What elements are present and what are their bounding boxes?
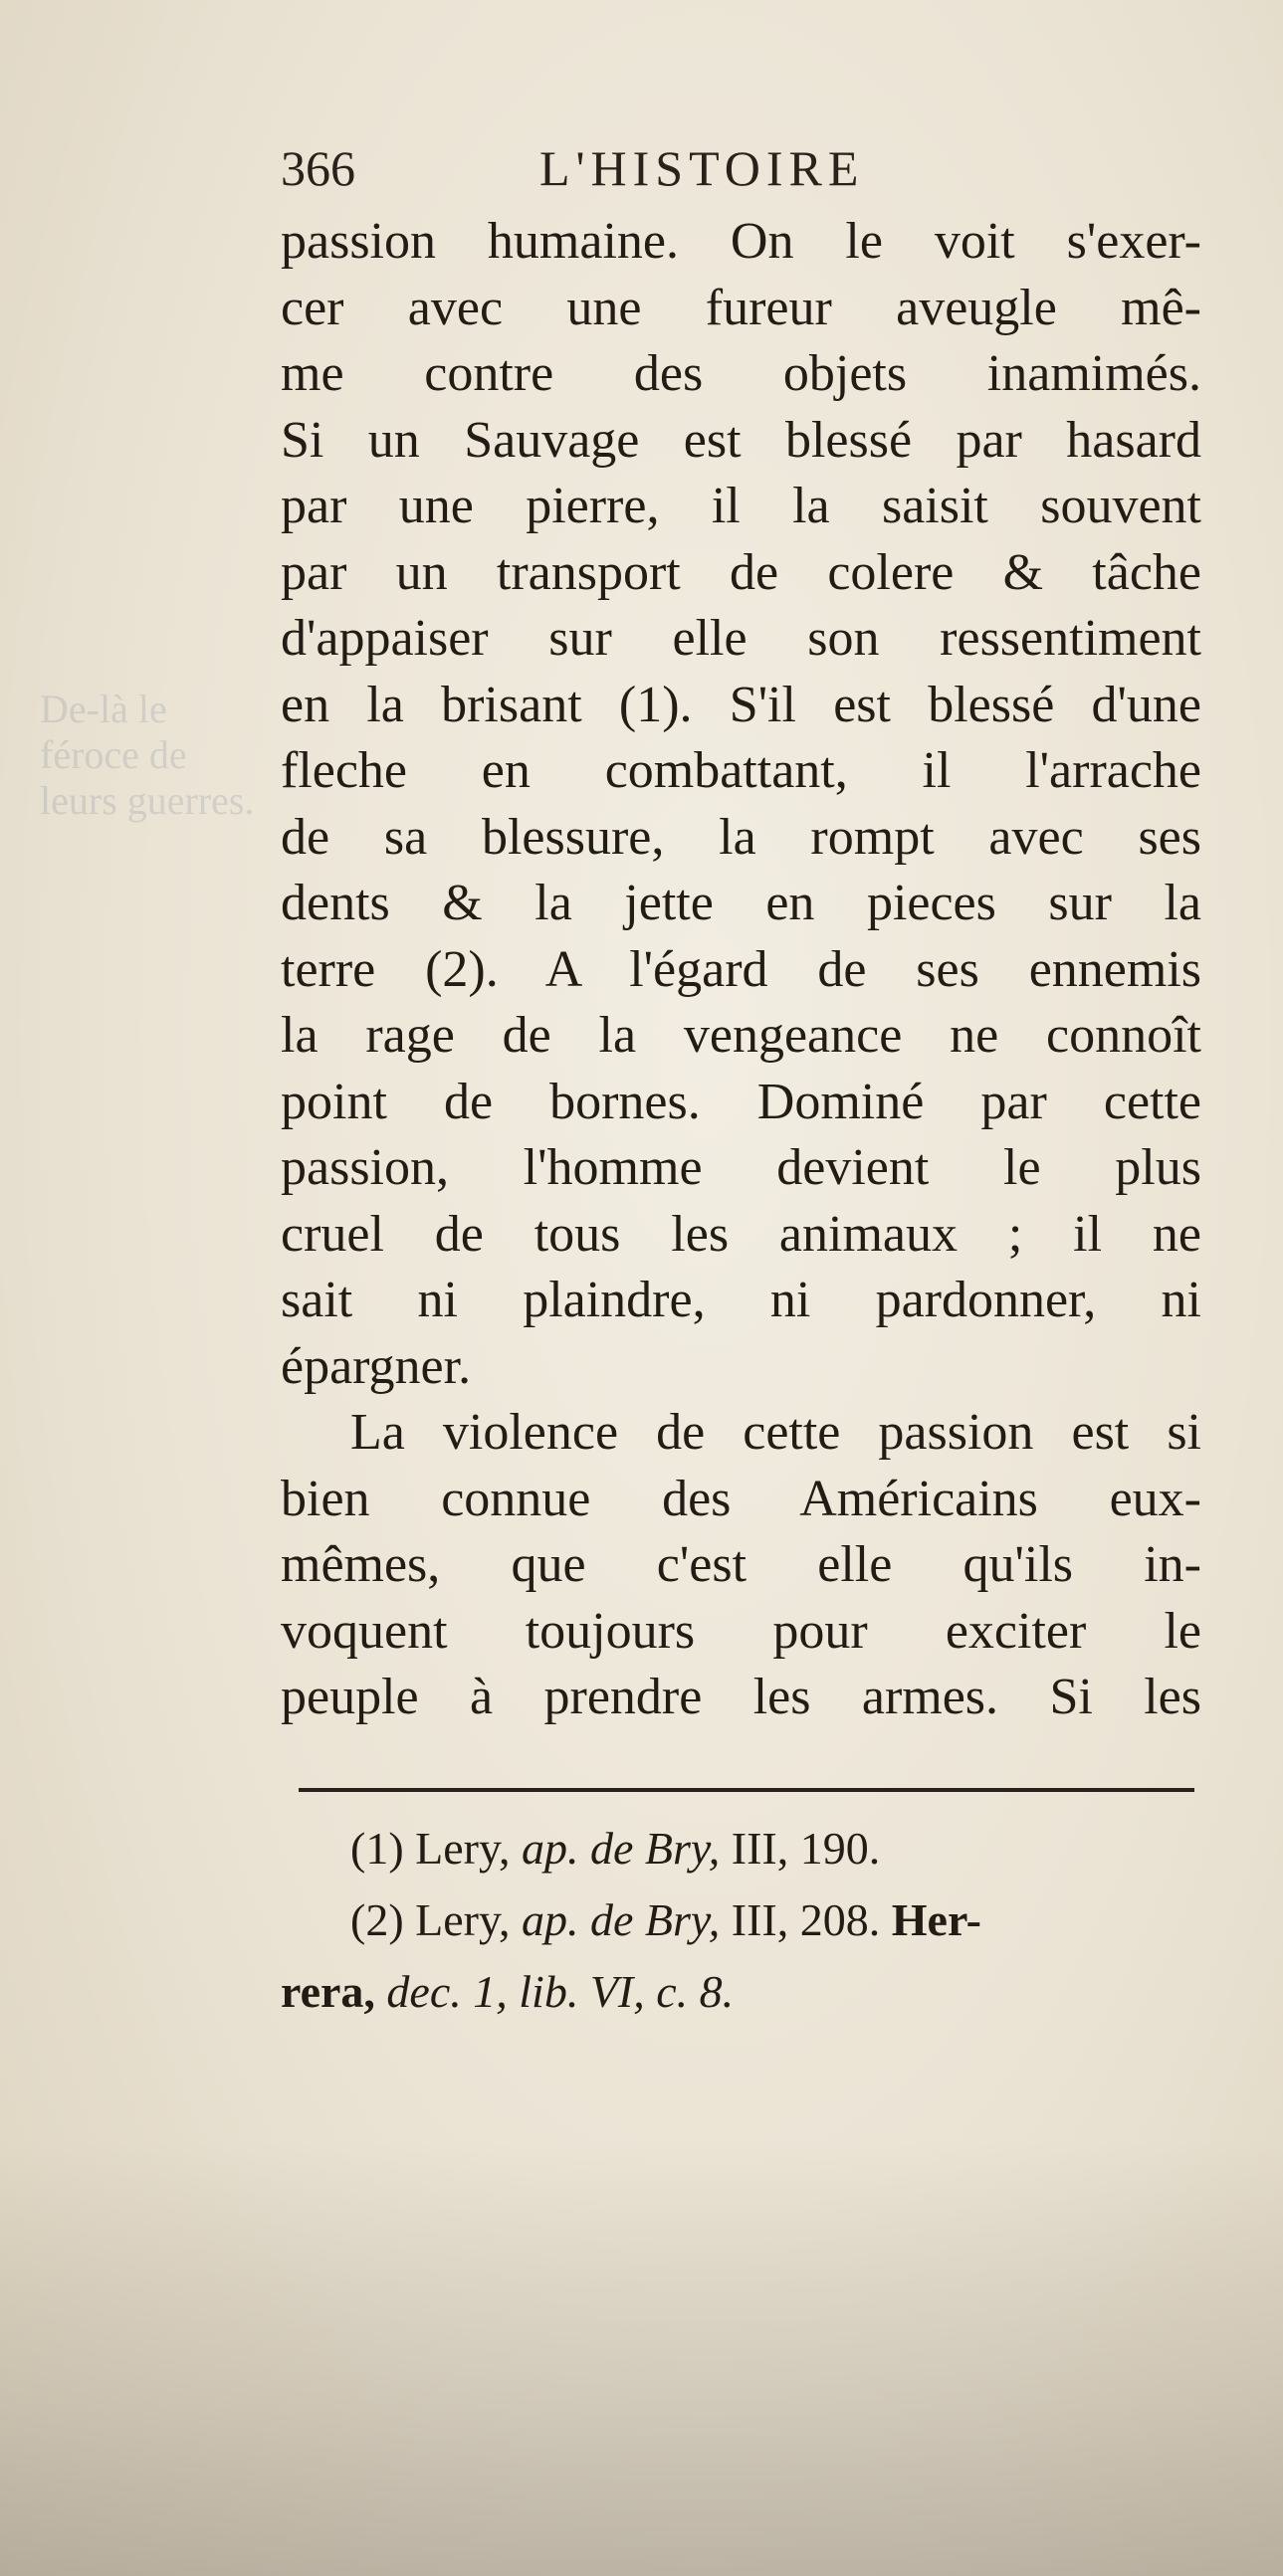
text-line: bien connue des Américains eux- — [281, 1470, 1201, 1527]
footnote-ref: III, 190. — [731, 1823, 881, 1874]
text-line: La violence de cette passion est si — [350, 1404, 1201, 1461]
text-line: fleche en combattant, il l'arrache — [281, 742, 1201, 799]
text-line: me contre des objets inamimés. — [281, 345, 1201, 402]
text-line: terre (2). A l'égard de ses ennemis — [281, 940, 1201, 998]
text-line: cruel de tous les animaux ; il ne — [281, 1205, 1201, 1263]
text-line: en la brisant (1). S'il est blessé d'une — [281, 676, 1201, 733]
footnote-author: Lery, — [415, 1823, 511, 1874]
text-line: de sa blessure, la rompt avec ses — [281, 808, 1201, 866]
text-line: cer avec une fureur aveugle mê- — [281, 279, 1201, 336]
footnote-2 — [281, 1884, 1201, 1956]
text-line: point de bornes. Dominé par cette — [281, 1073, 1201, 1130]
footnote-marker: (2) — [350, 1894, 404, 1945]
text-line: Si un Sauvage est blessé par hasard — [281, 411, 1201, 469]
text-line: dents & la jette en pieces sur la — [281, 875, 1201, 931]
text-line: peuple à prendre les armes. Si les — [281, 1669, 1201, 1725]
text-line: voquent toujours pour exciter le — [281, 1602, 1201, 1660]
footnote-work: ap. de Bry, — [522, 1823, 721, 1874]
footnote-1 — [281, 1813, 1201, 1884]
text-line: par une pierre, il la saisit souvent — [281, 478, 1201, 534]
footnote-work: ap. de Bry, — [522, 1894, 721, 1945]
footnote-author: rera, — [281, 1966, 375, 2017]
footnote-2-continued — [281, 1956, 1201, 2028]
footnote-rule — [299, 1788, 1194, 1792]
text-line: sait ni plaindre, ni pardonner, ni — [281, 1272, 1201, 1328]
text-line: la rage de la vengeance ne connoît — [281, 1007, 1201, 1064]
page-shadow — [0, 2139, 1283, 2576]
text-line: d'appaiser sur elle son ressentiment — [281, 610, 1201, 667]
footnote-ref: dec. 1, lib. VI, c. 8. — [386, 1966, 735, 2017]
text-line: épargner. — [281, 1337, 472, 1395]
page-number: 366 — [281, 140, 355, 196]
footnote-ref: III, 208. — [731, 1894, 881, 1945]
text-line: mêmes, que c'est elle qu'ils in- — [281, 1536, 1201, 1593]
margin-note-bleed: De-là le féroce de leurs guerres. — [40, 687, 255, 823]
footnote-marker: (1) — [350, 1823, 404, 1874]
footnote-extra: Her- — [891, 1894, 981, 1945]
footnote-author: Lery, — [415, 1894, 511, 1945]
running-head: L'HISTOIRE — [539, 140, 865, 196]
text-line: passion, l'homme devient le plus — [281, 1139, 1201, 1196]
text-line: passion humaine. On le voit s'exer- — [281, 213, 1201, 270]
page-header — [281, 139, 1077, 211]
body-text — [281, 209, 1201, 1731]
text-line: par un transport de colere & tâche — [281, 543, 1201, 601]
footnotes — [281, 1813, 1201, 2028]
